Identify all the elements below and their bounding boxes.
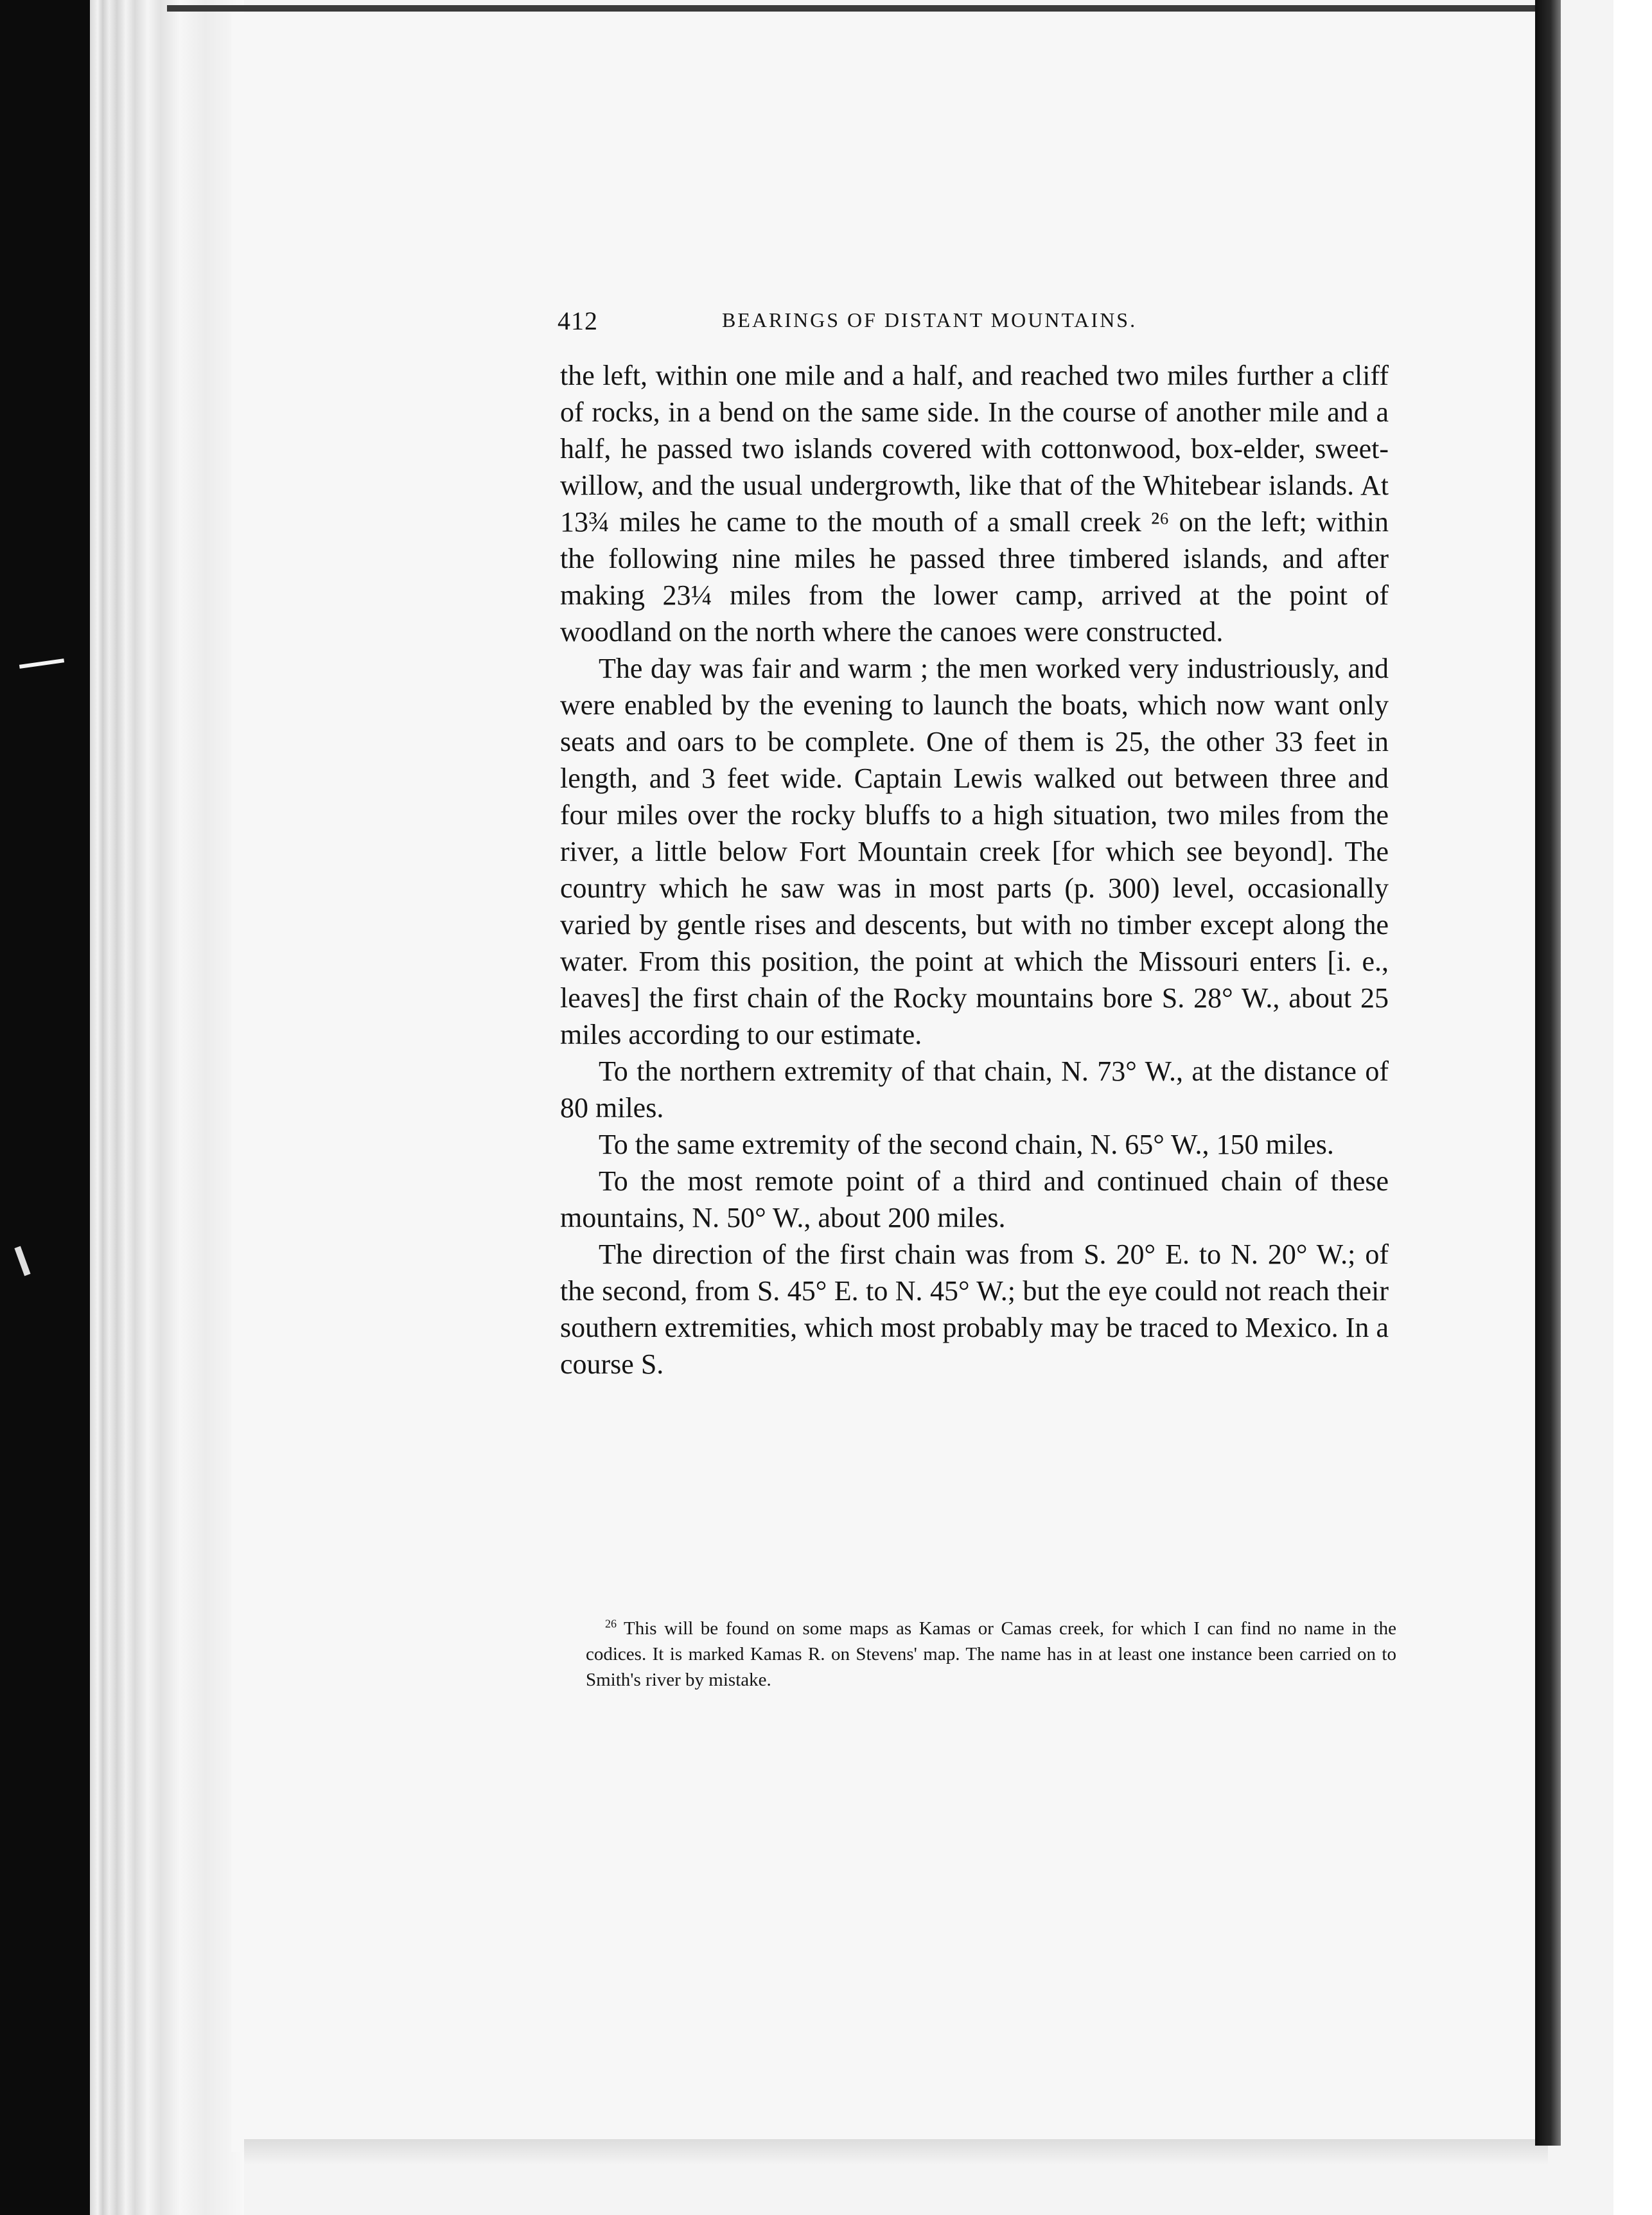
page-top-edge	[167, 5, 1542, 12]
body-text	[560, 357, 1389, 1382]
book-page-edges	[90, 0, 244, 2215]
footnote	[586, 1616, 1396, 1693]
paragraph: To the most remote point of a third and continued chain of these mountains, N. 50° W., about 200 miles.	[560, 1165, 1389, 1233]
paragraph: To the northern extremity of that chain, N. 73° W., at the distance of 80 miles.	[560, 1055, 1389, 1124]
paragraph: The day was fair and warm ; the men worked very industriously, and were enabled by the evening to launch the boats, which now want only seats and oars to be complete. One of them is 25, the other 33 feet in length, and 3 feet wide. Captain Lewis walked out between three and four miles over the rocky bluffs to a high situation, two miles from the river, a little below Fort Mountain creek [for which see beyond]. The country which he saw was in most parts (p. 300) level, occasionally varied by gentle rises and descents, but with no timber except along the water. From this position, the point at which the Missouri enters [i. e., leaves] the first chain of the Rocky mountains bore S. 28° W., about 25 miles according to our estimate.	[560, 653, 1389, 1050]
footnote-marker: 26	[605, 1617, 617, 1630]
page-number: 412	[558, 306, 598, 335]
footnote-text: This will be found on some maps as Kamas or Camas creek, for which I can find no name in the codices. It is marked Kamas R. on Stevens' map. The name has in at least one instance been carried on to Smith's river by mistake.	[586, 1618, 1396, 1690]
scanner-background-right	[1613, 0, 1652, 2215]
paragraph: The direction of the first chain was from S. 20° E. to N. 20° W.; of the second, from S. 45° E. to N. 45° W.; but the eye could not reach their southern extremities, which most probably may be traced to Mexico. In a course S.	[560, 1239, 1389, 1380]
page-bottom-shadow	[244, 2139, 1548, 2165]
scanner-background-left	[0, 0, 96, 2215]
running-title: BEARINGS OF DISTANT MOUNTAINS.	[722, 308, 1138, 331]
book-spine-right	[1535, 0, 1561, 2146]
paragraph: the left, within one mile and a half, and reached two miles further a cliff of rocks, in a bend on the same side. In the course of another mile and a half, he passed two islands covered with cottonwood, box-elder, sweet-willow, and the usual undergrowth, like that of the Whitebear islands. At 13¾ miles he came to the mouth of a small creek ²⁶ on the left; within the following nine miles he passed three timbered islands, and after making 23¼ miles from the lower camp, arrived at the point of woodland on the north where the canoes were constructed.	[560, 360, 1389, 648]
paragraph: To the same extremity of the second chain, N. 65° W., 150 miles.	[599, 1129, 1334, 1160]
page-header	[558, 306, 1226, 344]
